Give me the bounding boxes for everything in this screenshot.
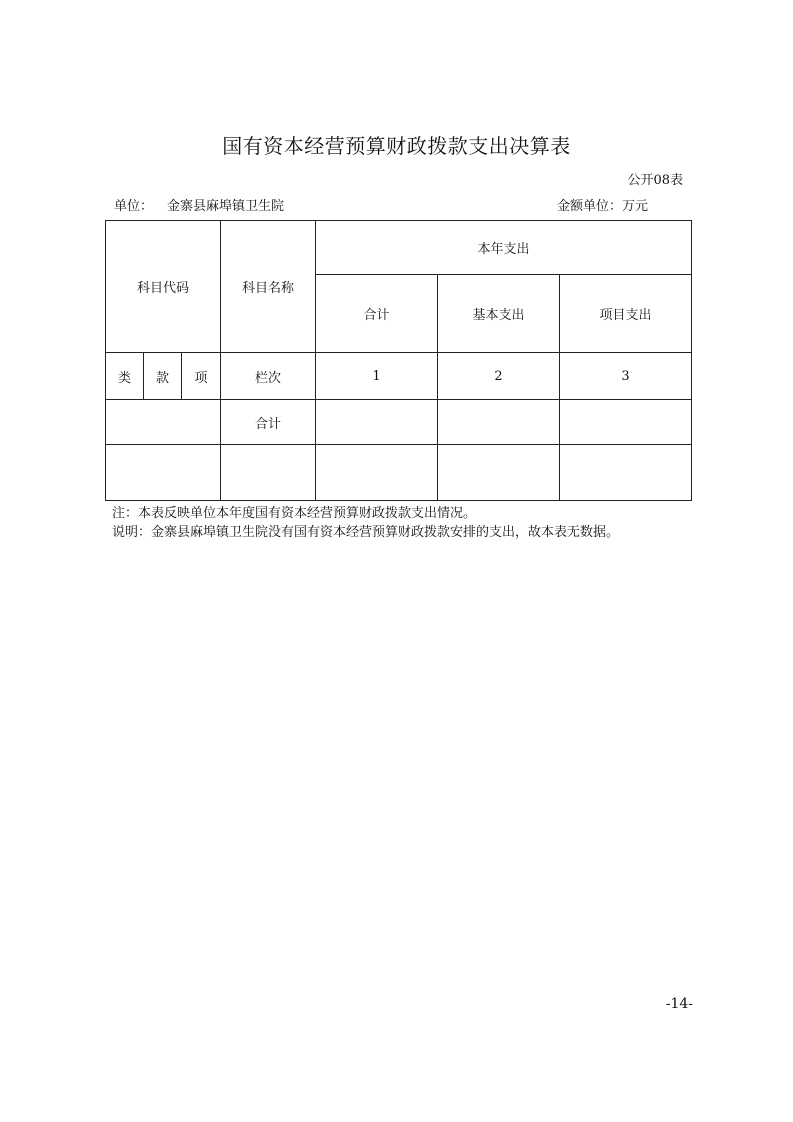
unit-name: 金寨县麻埠镇卫生院 <box>167 199 285 214</box>
header-lei: 类 <box>106 353 144 400</box>
header-kuan: 款 <box>144 353 182 400</box>
note-line: 注：本表反映单位本年度国有资本经营预算财政拨款支出情况。 <box>112 506 477 521</box>
page-title: 国有资本经营预算财政拨款支出决算表 <box>222 134 571 158</box>
total-row-code <box>106 400 221 445</box>
total-row-total <box>316 400 438 445</box>
empty-row-total <box>316 445 438 501</box>
header-current-year: 本年支出 <box>316 221 692 275</box>
amount-unit: 金额单位：万元 <box>556 199 648 214</box>
empty-row-name <box>221 445 316 501</box>
page-number: -14- <box>665 996 693 1012</box>
header-subject-code: 科目代码 <box>106 221 221 353</box>
form-number: 公开08表 <box>627 173 683 188</box>
total-row-basic <box>438 400 560 445</box>
total-row-project <box>560 400 692 445</box>
header-row-label: 栏次 <box>221 353 316 400</box>
col-number-1: 1 <box>316 353 438 400</box>
header-basic: 基本支出 <box>438 275 560 353</box>
empty-row-code <box>106 445 221 501</box>
header-project: 项目支出 <box>560 275 692 353</box>
header-subject-name: 科目名称 <box>221 221 316 353</box>
header-xiang: 项 <box>182 353 221 400</box>
col-number-3: 3 <box>560 353 692 400</box>
col-number-2: 2 <box>438 353 560 400</box>
empty-row-basic <box>438 445 560 501</box>
unit-label: 单位： <box>114 199 154 214</box>
header-total: 合计 <box>316 275 438 353</box>
expenditure-table <box>105 220 692 501</box>
empty-row-project <box>560 445 692 501</box>
total-row-label: 合计 <box>221 400 316 445</box>
unit-line <box>114 195 284 214</box>
notes <box>112 504 619 542</box>
explanation-line: 说明：金寨县麻埠镇卫生院没有国有资本经营预算财政拨款安排的支出，故本表无数据。 <box>112 525 620 540</box>
